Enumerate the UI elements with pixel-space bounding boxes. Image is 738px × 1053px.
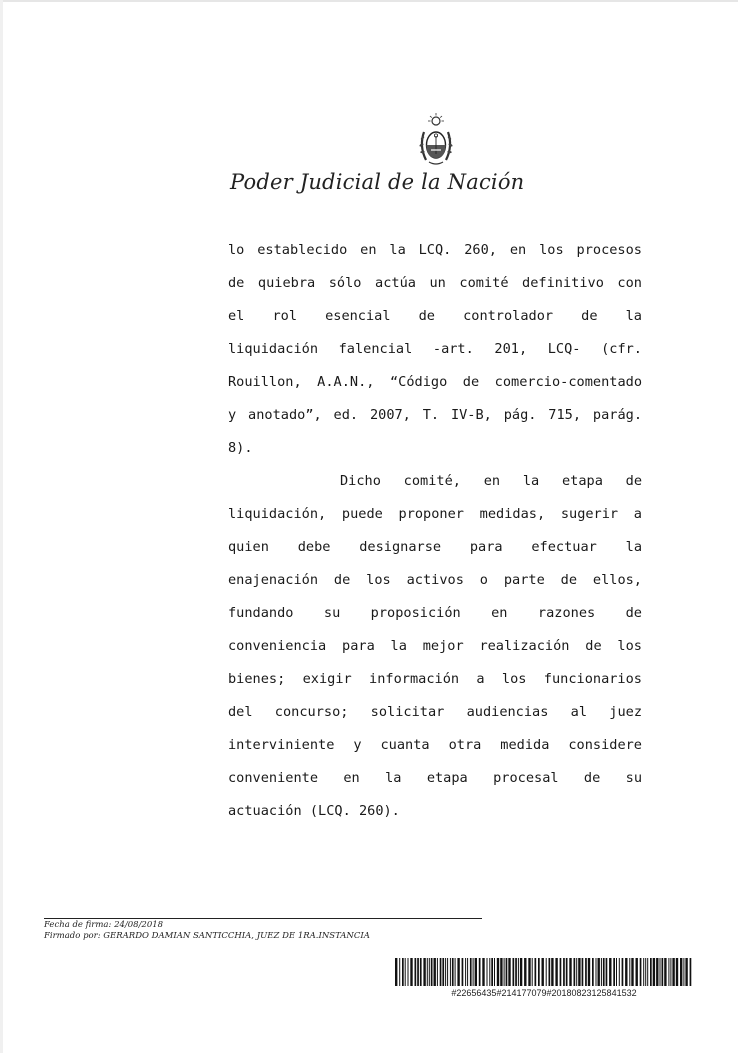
page-edge	[0, 0, 738, 2]
body-line: fundando su proposición en razones de	[228, 605, 642, 621]
body-line: Rouillon, A.A.N., “Código de comercio-comentado	[228, 374, 642, 390]
barcode-bar	[402, 958, 404, 986]
barcode-bar	[643, 958, 644, 986]
barcode-bar	[528, 958, 530, 986]
barcode-bar	[629, 958, 630, 986]
barcode-bar	[551, 958, 553, 986]
barcode-bar	[518, 958, 519, 986]
body-line: quien debe designarse para efectuar la	[228, 539, 642, 555]
body-line: liquidación, puede proponer medidas, sugerir a	[228, 506, 642, 522]
signature-signer: Firmado por: GERARDO DAMIAN SANTICCHIA, JUEZ DE 1RA.INSTANCIA	[44, 931, 370, 941]
barcode-bar	[429, 958, 430, 986]
barcode-bar	[566, 958, 568, 986]
barcode-bar	[442, 958, 444, 986]
body-line: interviniente y cuanta otra medida considere	[228, 737, 642, 753]
barcode-bar	[685, 958, 687, 986]
barcode-bar	[619, 958, 620, 986]
barcode-bar	[569, 958, 571, 986]
barcode-bar	[549, 958, 551, 986]
body-line: bienes; exigir información a los funcionarios	[228, 671, 642, 687]
barcode-bar	[434, 958, 436, 986]
signature-divider	[44, 918, 482, 919]
barcode-bar	[423, 958, 425, 986]
barcode-bar	[585, 958, 587, 986]
body-line: 8).	[228, 440, 253, 456]
barcode-bar	[588, 958, 590, 986]
barcode-bar	[420, 958, 422, 986]
body-line: conveniente en la etapa procesal de su	[228, 770, 642, 786]
barcode-bar	[680, 958, 682, 986]
barcode-bar	[631, 958, 633, 986]
barcode-bar	[447, 958, 448, 986]
barcode-bar	[524, 958, 526, 986]
barcode-bar	[405, 958, 406, 986]
barcode-bar	[622, 958, 624, 986]
barcode-bar	[616, 958, 617, 986]
barcode-bar	[470, 958, 472, 986]
barcode-bar	[560, 958, 562, 986]
barcode-bar	[395, 958, 397, 986]
barcode-bar	[482, 958, 484, 986]
barcode-bar	[636, 958, 638, 986]
barcode-bar	[650, 958, 652, 986]
body-line: y anotado”, ed. 2007, T. IV-B, pág. 715, parág.	[228, 407, 642, 423]
body-line: enajenación de los activos o parte de ellos,	[228, 572, 642, 588]
barcode-bar	[609, 958, 611, 986]
barcode-bar	[670, 958, 671, 986]
body-line: actuación (LCQ. 260).	[228, 803, 400, 819]
barcode-bar	[457, 958, 459, 986]
barcode-bar	[660, 958, 661, 986]
barcode-bar	[672, 958, 674, 986]
barcode-bar	[467, 958, 468, 986]
barcode-bar	[535, 958, 537, 986]
barcode-bar	[546, 958, 547, 986]
barcode-bar	[473, 958, 474, 986]
body-line: conveniencia para la mejor realización de los	[228, 638, 642, 654]
barcode-bar	[465, 958, 466, 986]
barcode-bar	[487, 958, 488, 986]
barcode-bar	[625, 958, 627, 986]
barcode-bar	[437, 958, 438, 986]
signature-date: Fecha de firma: 24/08/2018	[44, 920, 164, 930]
barcode-bar	[462, 958, 464, 986]
barcode-bar	[538, 958, 540, 986]
body-line: liquidación falencial -art. 201, LCQ- (cfr.	[228, 341, 642, 357]
barcode-bar	[445, 958, 446, 986]
barcode-bar	[427, 958, 428, 986]
court-header-title: Poder Judicial de la Nación	[230, 170, 525, 194]
barcode-bar	[664, 958, 666, 986]
barcode-bar	[690, 958, 692, 986]
barcode-bar	[475, 958, 477, 986]
barcode-bar	[653, 958, 655, 986]
barcode-bar	[494, 958, 495, 986]
barcode-bar	[399, 958, 400, 986]
argentine-coat-of-arms-icon	[414, 110, 458, 170]
barcode-bar	[415, 958, 417, 986]
body-line: el rol esencial de controlador de la	[228, 308, 642, 324]
barcode-bar	[455, 958, 456, 986]
barcode-bar	[574, 958, 576, 986]
barcode-bar	[417, 958, 419, 986]
barcode-bar	[408, 958, 409, 986]
barcode-bar	[410, 958, 412, 986]
barcode-bar	[440, 958, 442, 986]
barcode-bar	[513, 958, 515, 986]
barcode-bar	[647, 958, 648, 986]
barcode-bar	[662, 958, 664, 986]
barcode-icon	[395, 958, 693, 986]
barcode-bar	[500, 958, 502, 986]
barcode-bar	[592, 958, 594, 986]
body-line: del concurso; solicitar audiencias al juez	[228, 704, 642, 720]
barcode-bar	[596, 958, 597, 986]
barcode-bar	[452, 958, 454, 986]
body-line-paragraph-start: Dicho comité, en la etapa de	[340, 473, 642, 489]
barcode-bar	[542, 958, 544, 986]
barcode-bar	[508, 958, 510, 986]
barcode-bar	[450, 958, 451, 986]
barcode-bar	[576, 958, 577, 986]
barcode-bar	[606, 958, 608, 986]
barcode-bar	[578, 958, 580, 986]
barcode-bar	[656, 958, 658, 986]
barcode-bar	[520, 958, 522, 986]
page-edge-left	[0, 0, 3, 1053]
barcode-bar	[668, 958, 669, 986]
barcode-bar	[676, 958, 678, 986]
document-body	[228, 238, 642, 832]
barcode-bar	[603, 958, 605, 986]
barcode-bar	[479, 958, 481, 986]
barcode-bar	[613, 958, 615, 986]
barcode-bar	[431, 958, 433, 986]
body-line: de quiebra sólo actúa un comité definitivo con	[228, 275, 642, 291]
barcode-bar	[497, 958, 499, 986]
barcode-bar	[601, 958, 602, 986]
barcode-bar	[640, 958, 642, 986]
barcode-bar	[645, 958, 646, 986]
barcode-bar	[555, 958, 557, 986]
barcode-bar	[582, 958, 584, 986]
barcode-bar	[598, 958, 600, 986]
barcode-bar	[532, 958, 533, 986]
barcode-bar	[515, 958, 517, 986]
barcode-bar	[506, 958, 508, 986]
barcode-bar	[491, 958, 493, 986]
barcode-bar	[563, 958, 565, 986]
barcode-bar	[683, 958, 684, 986]
barcode-bar	[489, 958, 490, 986]
barcode-bar	[504, 958, 505, 986]
barcode-number: #22656435#214177079#20180823125841532	[451, 988, 637, 998]
body-line: lo establecido en la LCQ. 260, en los procesos	[228, 242, 642, 258]
